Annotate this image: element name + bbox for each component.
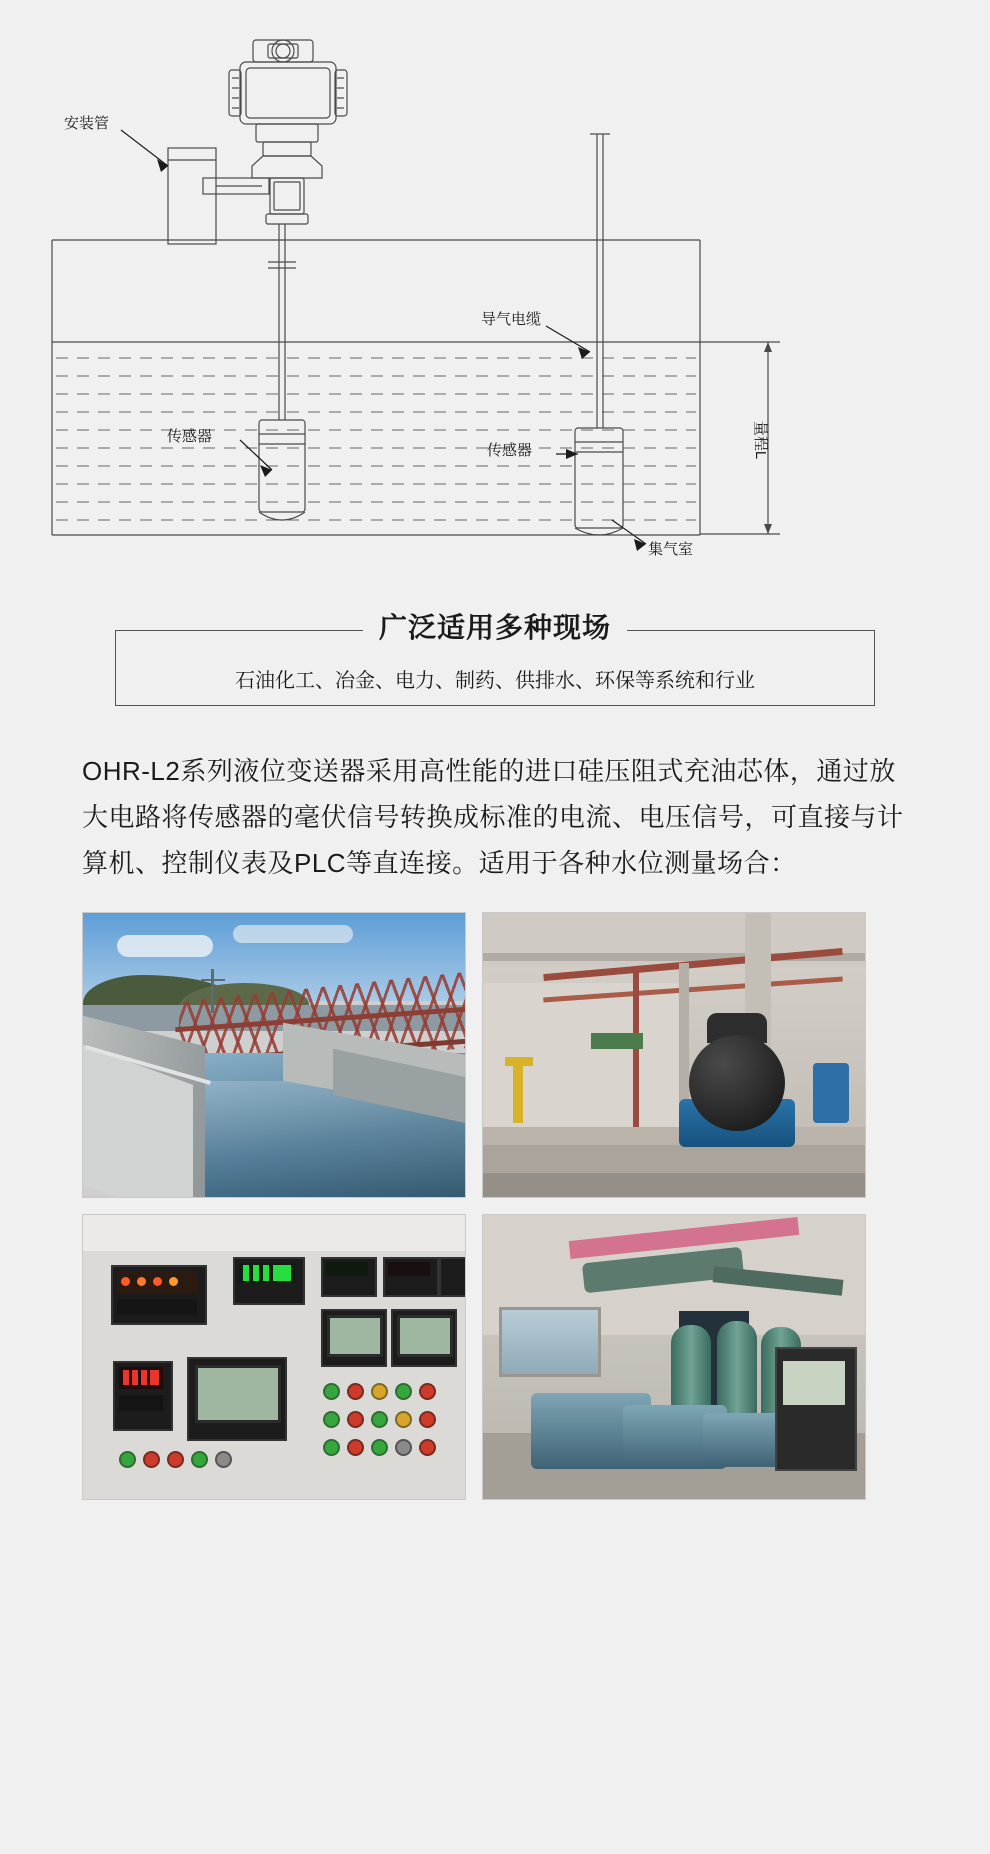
photo3-button[interactable] — [323, 1411, 340, 1428]
photo3-button[interactable] — [371, 1383, 388, 1400]
photo-water-treatment — [82, 912, 466, 1198]
photo3-button[interactable] — [395, 1439, 412, 1456]
photo2-tank — [813, 1063, 849, 1123]
photo1-pylon-arm — [201, 979, 225, 981]
photo3-button[interactable] — [395, 1383, 412, 1400]
photo3-led — [137, 1277, 146, 1286]
photo3-button[interactable] — [419, 1439, 436, 1456]
photo3-button[interactable] — [167, 1451, 184, 1468]
photo3-button[interactable] — [371, 1411, 388, 1428]
diagram-label-gas-cable: 导气电缆 — [481, 311, 542, 328]
photo1-cloud — [233, 925, 353, 943]
photo3-digital-keys — [119, 1395, 163, 1411]
photo3-button[interactable] — [143, 1451, 160, 1468]
photo3-button[interactable] — [419, 1383, 436, 1400]
diagram-label-sensor-right: 传感器 — [487, 442, 533, 459]
photo3-instrument-display — [388, 1262, 430, 1276]
photo3-led — [153, 1277, 162, 1286]
photo3-panel-top — [83, 1215, 466, 1251]
photo3-led — [121, 1277, 130, 1286]
photo3-recorder-keys — [117, 1299, 197, 1315]
photo2-vertical-pipe — [633, 971, 639, 1131]
photo3-instrument — [439, 1257, 466, 1297]
product-description: OHR-L2系列液位变送器采用高性能的进口硅压阻式充油芯体，通过放大电路将传感器的毫伏信号转换成标准的电流、电压信号，可直接与计算机、控制仪表及PLC等直连接。适用于各种水位测量场合： — [82, 756, 904, 878]
photo2-shadow — [483, 1173, 865, 1198]
photo3-led — [169, 1277, 178, 1286]
photo4-cabinet-display — [783, 1361, 845, 1405]
photo3-button[interactable] — [347, 1439, 364, 1456]
photo3-button[interactable] — [323, 1383, 340, 1400]
photo3-digital-digits — [123, 1370, 159, 1385]
diagram-label-gas-chamber: 集气室 — [648, 541, 694, 558]
photo3-large-display — [195, 1365, 281, 1423]
photo3-paperless-display — [397, 1315, 453, 1357]
photo2-equipment — [591, 1033, 643, 1049]
photo2-yellow-fixture — [513, 1063, 523, 1123]
photo3-meter-digits — [243, 1265, 291, 1281]
photo3-button[interactable] — [419, 1411, 436, 1428]
photo-gallery — [82, 912, 908, 1500]
photo1-cloud — [117, 935, 213, 957]
diagram-label-sensor-left: 传感器 — [167, 428, 213, 445]
photo3-button[interactable] — [395, 1411, 412, 1428]
photo-compressor-room — [482, 1214, 866, 1500]
banner-subtitle: 石油化工、冶金、电力、制药、供排水、环保等系统和行业 — [221, 666, 769, 696]
photo4-pressure-tank — [717, 1321, 757, 1417]
photo4-compressor — [703, 1413, 781, 1467]
photo3-button[interactable] — [191, 1451, 208, 1468]
photo2-reactor — [689, 1035, 785, 1131]
diagram-label-mount-tube: 安装管 — [64, 115, 110, 132]
level-transmitter-diagram — [0, 0, 990, 600]
photo4-window — [499, 1307, 601, 1377]
photo3-paperless-display — [327, 1315, 383, 1357]
photo-control-panel — [82, 1214, 466, 1500]
diagram-label-range: 量程L — [752, 420, 769, 460]
photo3-button[interactable] — [215, 1451, 232, 1468]
photo3-button[interactable] — [347, 1411, 364, 1428]
photo3-button[interactable] — [371, 1439, 388, 1456]
photo3-instrument-display — [326, 1262, 368, 1276]
section-banner — [115, 608, 875, 718]
banner-title: 广泛适用多种现场 — [363, 608, 627, 648]
photo3-button[interactable] — [323, 1439, 340, 1456]
photo3-button[interactable] — [119, 1451, 136, 1468]
banner-subtitle-row — [115, 666, 875, 706]
photo3-button[interactable] — [347, 1383, 364, 1400]
banner-title-row — [115, 608, 875, 652]
photo-chemical-plant — [482, 912, 866, 1198]
